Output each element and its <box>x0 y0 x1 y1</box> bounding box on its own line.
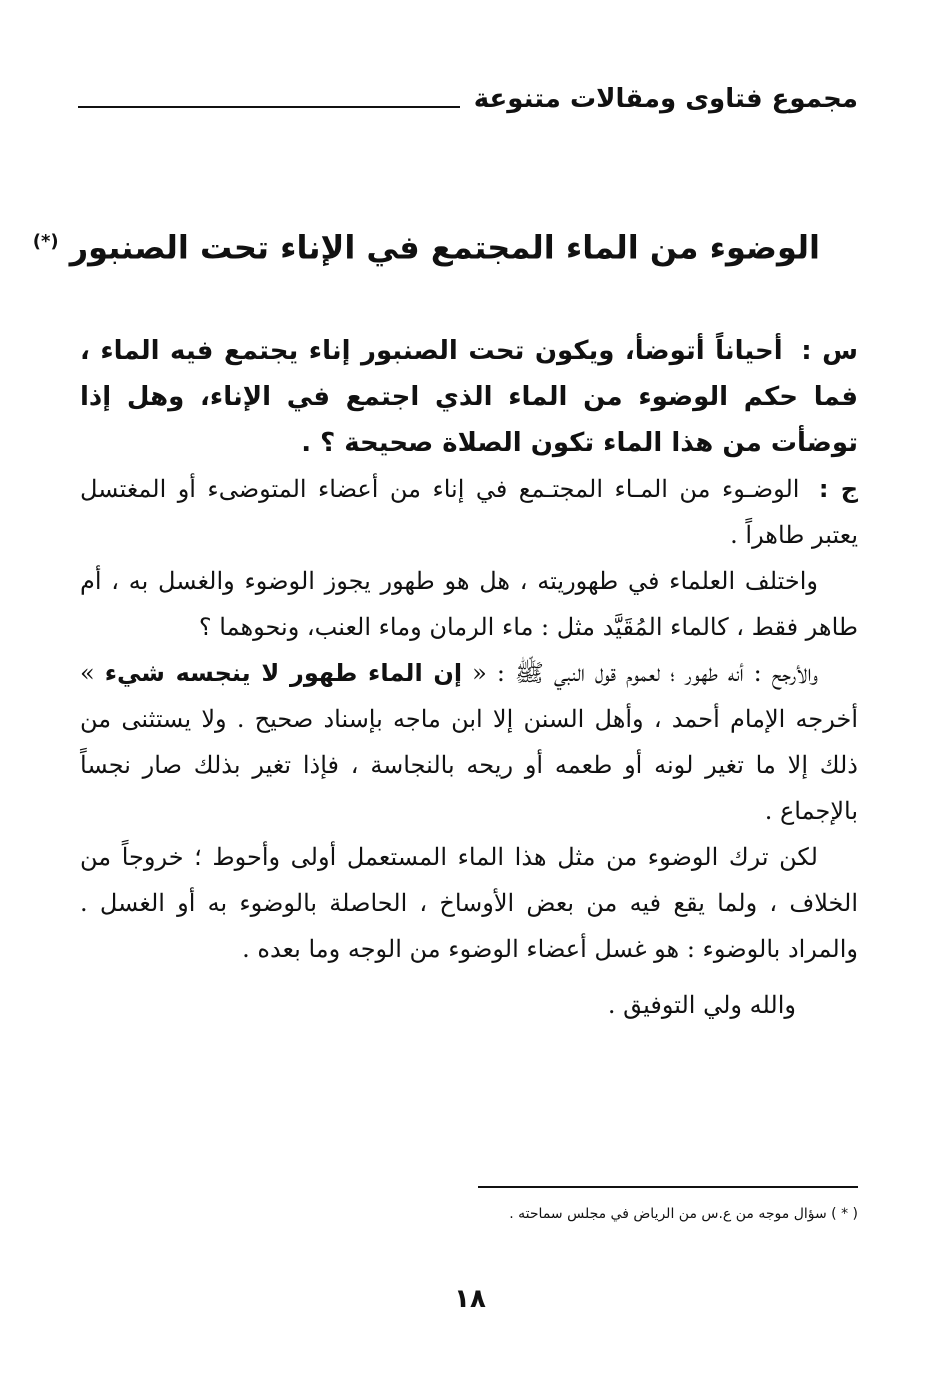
page-number: ١٨ <box>454 1284 486 1314</box>
answer-paragraph-1 <box>80 466 858 558</box>
question-marker: س : <box>801 336 859 366</box>
footnote: ( * ) سؤال موجه من ع.س من الرياض في مجلس سماحته . <box>509 1206 858 1222</box>
article-title <box>32 216 820 274</box>
question-text: أحياناً أتوضأ، ويكون تحت الصنبور إناء يجتمع فيه الماء ، فما حكم الوضوء من الماء الذي اجتمع في الإناء، وهل إذا توضأت من هذا الماء تكون الصلاة صحيحة ؟ . <box>80 336 858 458</box>
answer-marker: ج : <box>818 475 858 503</box>
running-header <box>78 72 858 116</box>
footnote-rule <box>478 1186 858 1188</box>
answer-paragraph-2: واختلف العلماء في طهوريته ، هل هو طهور يجوز الوضوء والغسل به ، أم طاهر فقط ، كالماء المُقَيَّد مثل : ماء الرمان وماء العنب، ونحوهما ؟ <box>80 567 858 641</box>
answer-paragraph-3 <box>80 650 858 834</box>
answer-text-1: الوضـوء من المـاء المجتـمع في إناء من أعضاء المتوضىء أو المغتسل يعتبر طاهراً . <box>80 475 858 549</box>
running-title: مجموع فتاوى ومقالات متنوعة <box>473 84 858 114</box>
question-paragraph <box>80 328 858 466</box>
hadith-quote: إن الماء طهور لا ينجسه شيء <box>104 659 463 687</box>
answer-text-3-after: » أخرجه الإمام أحمد ، وأهل السنن إلا ابن ماجه بإسناد صحيح . ولا يستثنى من ذلك إلا ما تغير لونه أو طعمه أو ريحه بالنجاسة ، فإذا تغير بذلك صار نجساً بالإجماع . <box>80 659 858 825</box>
answer-paragraph-4: لكن ترك الوضوء من مثل هذا الماء المستعمل أولى وأحوط ؛ خروجاً من الخلاف ، ولما يقع فيه من بعض الأوساخ ، الحاصلة بالوضوء به أو الغسل . والمراد بالوضوء : هو غسل أعضاء الوضوء من الوجه وما بعده . <box>80 843 858 963</box>
closing-line: والله ولي التوفيق . <box>607 991 796 1019</box>
footnote-reference: (*) <box>32 231 59 252</box>
header-rule <box>78 106 460 108</box>
body-text <box>80 328 858 1028</box>
article-title-text: الوضوء من الماء المجتمع في الإناء تحت الصنبور <box>69 228 820 267</box>
answer-text-3-before: والأرجح : أنه طهور ؛ لعموم قول النبي ﷺ : « <box>472 659 818 687</box>
